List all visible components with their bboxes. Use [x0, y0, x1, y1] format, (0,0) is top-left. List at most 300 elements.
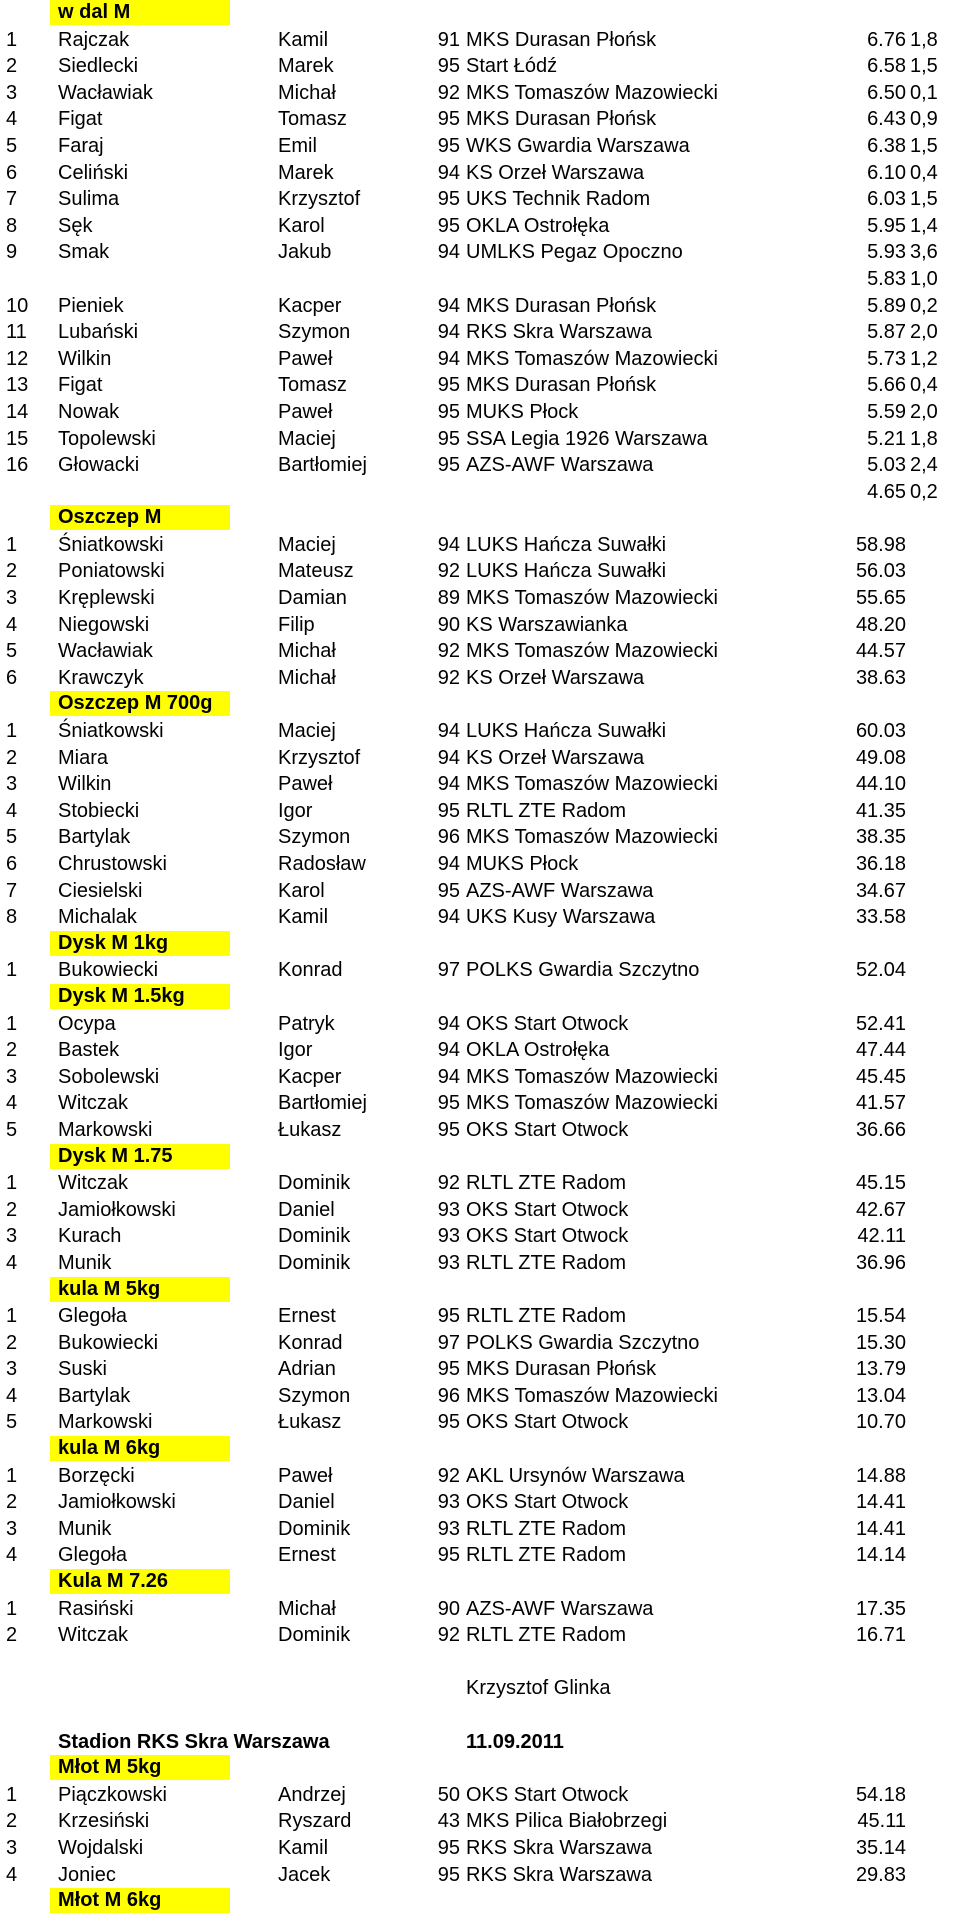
wind-cell: 1,0 — [910, 267, 938, 290]
event-title: kula M 6kg — [50, 1436, 230, 1461]
result-cell: 49.08 — [855, 746, 906, 769]
first-name-cell: Dominik — [278, 1517, 351, 1540]
result-cell: 13.79 — [855, 1358, 906, 1381]
place-cell: 5 — [6, 134, 18, 157]
first-name-cell: Kamil — [278, 1836, 329, 1859]
result-row — [0, 824, 960, 851]
club-cell: MKS Pilica Białobrzegi — [466, 1810, 668, 1833]
club-cell: LUKS Hańcza Suwałki — [466, 720, 667, 743]
last-name-cell: Smak — [58, 241, 110, 264]
club-cell: AZS-AWF Warszawa — [466, 1597, 654, 1620]
last-name-cell: Rajczak — [58, 28, 130, 51]
place-cell: 4 — [6, 1092, 18, 1115]
club-cell: POLKS Gwardia Szczytno — [466, 1331, 700, 1354]
club-cell: MKS Tomaszów Mazowiecki — [466, 587, 718, 610]
event-header-row — [0, 1888, 960, 1915]
club-cell: Start Łódź — [466, 55, 558, 78]
last-name-cell: Siedlecki — [58, 55, 139, 78]
first-name-cell: Szymon — [278, 321, 351, 344]
place-cell: 15 — [6, 427, 29, 450]
club-cell: MKS Durasan Płońsk — [466, 294, 657, 317]
wind-cell: 2,4 — [910, 454, 938, 477]
place-cell: 2 — [6, 746, 18, 769]
last-name-cell: Munik — [58, 1251, 112, 1274]
club-cell: MKS Tomaszów Mazowiecki — [466, 347, 718, 370]
result-cell: 54.18 — [855, 1783, 906, 1806]
place-cell: 1 — [6, 1783, 18, 1806]
club-cell: MKS Tomaszów Mazowiecki — [466, 1092, 718, 1115]
last-name-cell: Jamiołkowski — [58, 1491, 176, 1514]
result-cell: 5.59 — [867, 400, 906, 423]
result-cell: 16.71 — [855, 1624, 906, 1647]
club-cell: OKS Start Otwock — [466, 1225, 629, 1248]
club-cell: MKS Tomaszów Mazowiecki — [466, 1065, 718, 1088]
place-cell: 9 — [6, 241, 18, 264]
last-name-cell: Topolewski — [58, 427, 156, 450]
birth-year-cell: 93 — [437, 1198, 460, 1221]
result-cell: 14.41 — [855, 1517, 906, 1540]
first-name-cell: Paweł — [278, 400, 333, 423]
first-name-cell: Bartłomiej — [278, 454, 367, 477]
first-name-cell: Mateusz — [278, 560, 354, 583]
result-row — [0, 1596, 960, 1623]
first-name-cell: Krzysztof — [278, 746, 361, 769]
place-cell: 5 — [6, 1411, 18, 1434]
result-row — [0, 186, 960, 213]
club-cell: MUKS Płock — [466, 400, 579, 423]
last-name-cell: Bartylak — [58, 826, 131, 849]
result-row — [0, 612, 960, 639]
result-cell: 13.04 — [855, 1384, 906, 1407]
last-name-cell: Jamiołkowski — [58, 1198, 176, 1221]
event-header-row — [0, 984, 960, 1011]
club-cell: UMLKS Pegaz Opoczno — [466, 241, 683, 264]
result-cell: 45.45 — [855, 1065, 906, 1088]
club-cell: AZS-AWF Warszawa — [466, 454, 654, 477]
birth-year-cell: 95 — [437, 1544, 460, 1567]
result-row — [0, 532, 960, 559]
place-cell: 3 — [6, 1517, 18, 1540]
last-name-cell: Poniatowski — [58, 560, 165, 583]
place-cell: 7 — [6, 879, 18, 902]
birth-year-cell: 94 — [437, 1039, 460, 1062]
first-name-cell: Igor — [278, 799, 313, 822]
place-cell: 4 — [6, 1384, 18, 1407]
last-name-cell: Joniec — [58, 1863, 116, 1886]
first-name-cell: Radosław — [278, 853, 366, 875]
first-name-cell: Filip — [278, 613, 315, 636]
result-cell: 6.43 — [867, 108, 906, 131]
result-cell: 41.35 — [855, 799, 906, 822]
last-name-cell: Sulima — [58, 188, 120, 211]
last-name-cell: Figat — [58, 108, 103, 131]
last-name-cell: Niegowski — [58, 613, 150, 636]
club-cell: MKS Durasan Płońsk — [466, 108, 657, 131]
result-row — [0, 1409, 960, 1436]
last-name-cell: Glegoła — [58, 1544, 127, 1567]
first-name-cell: Karol — [278, 879, 325, 902]
event-header-row — [0, 1436, 960, 1463]
result-cell: 14.14 — [855, 1544, 906, 1567]
last-name-cell: Glegoła — [58, 1305, 127, 1328]
birth-year-cell: 95 — [437, 1863, 460, 1886]
event-title: Młot M 5kg — [50, 1755, 230, 1780]
place-cell: 4 — [6, 1544, 18, 1567]
result-cell: 42.67 — [855, 1198, 906, 1221]
last-name-cell: Śniatkowski — [58, 720, 164, 743]
wind-cell: 0,4 — [910, 161, 938, 184]
result-cell: 6.76 — [867, 28, 906, 51]
event-title: Dysk M 1.5kg — [50, 984, 230, 1009]
result-row — [0, 452, 960, 479]
place-cell: 5 — [6, 640, 18, 663]
club-cell: RLTL ZTE Radom — [466, 1172, 627, 1195]
club-cell: OKS Start Otwock — [466, 1411, 629, 1434]
place-cell: 3 — [6, 1065, 18, 1088]
birth-year-cell: 92 — [437, 560, 460, 583]
club-cell: OKS Start Otwock — [466, 1783, 629, 1806]
result-row — [0, 266, 960, 293]
result-row — [0, 133, 960, 160]
club-cell: MKS Tomaszów Mazowiecki — [466, 640, 718, 663]
event-title: Kula M 7.26 — [50, 1569, 230, 1594]
result-cell: 52.04 — [855, 959, 906, 982]
birth-year-cell: 94 — [437, 1065, 460, 1088]
first-name-cell: Jacek — [278, 1863, 331, 1886]
birth-year-cell: 94 — [437, 533, 460, 556]
result-row — [0, 585, 960, 612]
place-cell: 4 — [6, 1251, 18, 1274]
result-cell: 17.35 — [855, 1597, 906, 1620]
result-cell: 5.89 — [867, 294, 906, 317]
birth-year-cell: 94 — [437, 720, 460, 743]
result-cell: 6.38 — [867, 134, 906, 157]
place-cell: 8 — [6, 214, 18, 237]
last-name-cell: Witczak — [58, 1172, 128, 1195]
club-cell: OKS Start Otwock — [466, 1012, 629, 1035]
last-name-cell: Rasiński — [58, 1597, 134, 1620]
result-row — [0, 1542, 960, 1569]
place-cell: 1 — [6, 1464, 18, 1487]
last-name-cell: Miara — [58, 746, 109, 769]
result-cell: 38.63 — [855, 666, 906, 689]
result-row — [0, 798, 960, 825]
birth-year-cell: 94 — [437, 746, 460, 769]
birth-year-cell: 96 — [437, 826, 460, 849]
first-name-cell: Maciej — [278, 720, 336, 743]
result-row — [0, 27, 960, 54]
result-cell: 45.15 — [855, 1172, 906, 1195]
birth-year-cell: 94 — [437, 294, 460, 317]
birth-year-cell: 43 — [437, 1810, 460, 1833]
result-row — [0, 1303, 960, 1330]
birth-year-cell: 94 — [437, 853, 460, 875]
club-cell: MKS Tomaszów Mazowiecki — [466, 773, 718, 796]
wind-cell: 1,5 — [910, 188, 938, 211]
place-cell: 3 — [6, 587, 18, 610]
first-name-cell: Michał — [278, 640, 336, 663]
first-name-cell: Krzysztof — [278, 188, 361, 211]
club-cell: RLTL ZTE Radom — [466, 1517, 627, 1540]
result-row — [0, 160, 960, 187]
event-header-row — [0, 1277, 960, 1304]
first-name-cell: Igor — [278, 1039, 313, 1062]
club-cell: MKS Durasan Płońsk — [466, 28, 657, 51]
last-name-cell: Witczak — [58, 1624, 128, 1647]
result-row — [0, 1250, 960, 1277]
birth-year-cell: 94 — [437, 321, 460, 344]
signature-row — [0, 1675, 960, 1702]
last-name-cell: Bartylak — [58, 1384, 131, 1407]
place-cell: 7 — [6, 188, 18, 211]
club-cell: MKS Tomaszów Mazowiecki — [466, 826, 718, 849]
first-name-cell: Jakub — [278, 241, 332, 264]
result-cell: 58.98 — [855, 533, 906, 556]
wind-cell: 2,0 — [910, 321, 938, 344]
club-cell: RLTL ZTE Radom — [466, 1544, 627, 1567]
first-name-cell: Marek — [278, 55, 334, 78]
birth-year-cell: 94 — [437, 906, 460, 929]
result-row — [0, 638, 960, 665]
place-cell: 14 — [6, 400, 29, 423]
result-row — [0, 851, 960, 878]
last-name-cell: Pieniek — [58, 294, 124, 317]
place-cell: 4 — [6, 1863, 18, 1886]
result-row — [0, 1356, 960, 1383]
event-header-row — [0, 691, 960, 718]
place-cell: 1 — [6, 533, 18, 556]
place-cell: 1 — [6, 959, 18, 982]
birth-year-cell: 95 — [437, 188, 460, 211]
last-name-cell: Wilkin — [58, 347, 112, 370]
result-row — [0, 1808, 960, 1835]
place-cell: 5 — [6, 826, 18, 849]
birth-year-cell: 94 — [437, 241, 460, 264]
club-cell: RLTL ZTE Radom — [466, 1624, 627, 1647]
first-name-cell: Paweł — [278, 347, 333, 370]
event-title: Oszczep M 700g — [50, 691, 230, 716]
first-name-cell: Dominik — [278, 1172, 351, 1195]
last-name-cell: Głowacki — [58, 454, 140, 477]
birth-year-cell: 97 — [437, 1331, 460, 1354]
result-row — [0, 1516, 960, 1543]
wind-cell: 0,2 — [910, 480, 938, 503]
result-cell: 56.03 — [855, 560, 906, 583]
birth-year-cell: 93 — [437, 1225, 460, 1248]
first-name-cell: Andrzej — [278, 1783, 346, 1806]
place-cell: 6 — [6, 161, 18, 184]
result-row — [0, 1197, 960, 1224]
last-name-cell: Ciesielski — [58, 879, 143, 902]
club-cell: OKS Start Otwock — [466, 1491, 629, 1514]
last-name-cell: Sobolewski — [58, 1065, 160, 1088]
wind-cell: 2,0 — [910, 400, 938, 423]
event-header-row — [0, 505, 960, 532]
wind-cell: 1,4 — [910, 214, 938, 237]
result-row — [0, 1170, 960, 1197]
birth-year-cell: 91 — [437, 28, 460, 51]
last-name-cell: Krawczyk — [58, 666, 144, 689]
first-name-cell: Kamil — [278, 28, 329, 51]
last-name-cell: Markowski — [58, 1411, 153, 1434]
club-cell: LUKS Hańcza Suwałki — [466, 560, 667, 583]
first-name-cell: Ernest — [278, 1544, 336, 1567]
club-cell: MKS Tomaszów Mazowiecki — [466, 81, 718, 104]
result-row — [0, 1037, 960, 1064]
birth-year-cell: 92 — [437, 666, 460, 689]
first-name-cell: Emil — [278, 134, 317, 157]
place-cell: 16 — [6, 454, 29, 477]
first-name-cell: Łukasz — [278, 1411, 342, 1434]
birth-year-cell: 95 — [437, 454, 460, 477]
result-cell: 29.83 — [855, 1863, 906, 1886]
place-cell: 13 — [6, 374, 29, 397]
result-cell: 36.66 — [855, 1118, 906, 1141]
result-cell: 15.30 — [855, 1331, 906, 1354]
club-cell: KS Orzeł Warszawa — [466, 746, 645, 769]
first-name-cell: Dominik — [278, 1251, 351, 1274]
birth-year-cell: 96 — [437, 1384, 460, 1407]
first-name-cell: Daniel — [278, 1198, 335, 1221]
birth-year-cell: 94 — [437, 1012, 460, 1035]
result-row — [0, 1064, 960, 1091]
wind-cell: 1,5 — [910, 55, 938, 78]
result-row — [0, 878, 960, 905]
last-name-cell: Chrustowski — [58, 853, 167, 875]
result-cell: 44.57 — [855, 640, 906, 663]
birth-year-cell: 95 — [437, 400, 460, 423]
first-name-cell: Szymon — [278, 826, 351, 849]
birth-year-cell: 95 — [437, 55, 460, 78]
result-cell: 42.11 — [857, 1225, 906, 1248]
result-cell: 55.65 — [855, 587, 906, 610]
last-name-cell: Nowak — [58, 400, 120, 423]
first-name-cell: Adrian — [278, 1358, 336, 1381]
club-cell: WKS Gwardia Warszawa — [466, 134, 690, 157]
first-name-cell: Kacper — [278, 1065, 342, 1088]
spacer-row — [0, 1702, 960, 1729]
first-name-cell: Marek — [278, 161, 334, 184]
last-name-cell: Stobiecki — [58, 799, 140, 822]
spacer-row — [0, 1649, 960, 1676]
first-name-cell: Kacper — [278, 294, 342, 317]
birth-year-cell: 94 — [437, 347, 460, 370]
event-date: 11.09.2011 — [466, 1730, 564, 1753]
club-cell: OKS Start Otwock — [466, 1198, 629, 1221]
birth-year-cell: 95 — [437, 799, 460, 822]
event-title: Młot M 6kg — [50, 1888, 230, 1913]
result-row — [0, 1223, 960, 1250]
result-cell: 6.50 — [867, 81, 906, 104]
first-name-cell: Paweł — [278, 773, 333, 796]
result-cell: 10.70 — [855, 1411, 906, 1434]
result-cell: 38.35 — [855, 826, 906, 849]
last-name-cell: Śniatkowski — [58, 533, 164, 556]
place-cell: 1 — [6, 1172, 18, 1195]
last-name-cell: Wojdalski — [58, 1836, 144, 1859]
last-name-cell: Wilkin — [58, 773, 112, 796]
first-name-cell: Karol — [278, 214, 325, 237]
birth-year-cell: 93 — [437, 1251, 460, 1274]
first-name-cell: Konrad — [278, 1331, 343, 1354]
result-cell: 5.66 — [867, 374, 906, 397]
result-row — [0, 1622, 960, 1649]
place-cell: 3 — [6, 81, 18, 104]
birth-year-cell: 95 — [437, 214, 460, 237]
last-name-cell: Borzęcki — [58, 1464, 135, 1487]
birth-year-cell: 92 — [437, 1172, 460, 1195]
result-row — [0, 957, 960, 984]
result-row — [0, 1117, 960, 1144]
last-name-cell: Piączkowski — [58, 1783, 167, 1806]
result-cell: 5.87 — [867, 321, 906, 344]
result-row — [0, 1090, 960, 1117]
result-row — [0, 1011, 960, 1038]
place-cell: 4 — [6, 613, 18, 636]
first-name-cell: Szymon — [278, 1384, 351, 1407]
last-name-cell: Suski — [58, 1358, 107, 1381]
result-cell: 14.41 — [855, 1491, 906, 1514]
place-cell: 1 — [6, 28, 18, 51]
club-cell: POLKS Gwardia Szczytno — [466, 959, 700, 982]
birth-year-cell: 93 — [437, 1517, 460, 1540]
event-title: Dysk M 1.75 — [50, 1144, 230, 1169]
club-cell: RKS Skra Warszawa — [466, 1836, 652, 1859]
first-name-cell: Michał — [278, 666, 336, 689]
wind-cell: 0,2 — [910, 294, 938, 317]
result-row — [0, 771, 960, 798]
result-row — [0, 293, 960, 320]
first-name-cell: Ernest — [278, 1305, 336, 1328]
birth-year-cell: 92 — [437, 81, 460, 104]
last-name-cell: Markowski — [58, 1118, 153, 1141]
place-cell: 2 — [6, 1039, 18, 1062]
result-row — [0, 1383, 960, 1410]
club-cell: RKS Skra Warszawa — [466, 321, 652, 344]
result-row — [0, 1330, 960, 1357]
club-cell: UKS Technik Radom — [466, 188, 651, 211]
last-name-cell: Faraj — [58, 134, 104, 157]
result-cell: 36.96 — [855, 1251, 906, 1274]
birth-year-cell: 92 — [437, 640, 460, 663]
wind-cell: 1,2 — [910, 347, 938, 370]
birth-year-cell: 95 — [437, 1118, 460, 1141]
wind-cell: 1,8 — [910, 28, 938, 51]
first-name-cell: Maciej — [278, 427, 336, 450]
club-cell: KS Orzeł Warszawa — [466, 161, 645, 184]
place-cell: 3 — [6, 773, 18, 796]
result-row — [0, 372, 960, 399]
birth-year-cell: 95 — [437, 1411, 460, 1434]
result-row — [0, 1835, 960, 1862]
first-name-cell: Tomasz — [278, 374, 347, 397]
birth-year-cell: 95 — [437, 1092, 460, 1115]
place-cell: 5 — [6, 1118, 18, 1141]
result-cell: 52.41 — [855, 1012, 906, 1035]
club-cell: MKS Durasan Płońsk — [466, 1358, 657, 1381]
last-name-cell: Lubański — [58, 321, 139, 344]
result-row — [0, 80, 960, 107]
club-cell: AZS-AWF Warszawa — [466, 879, 654, 902]
wind-cell: 0,1 — [910, 81, 938, 104]
club-cell: RLTL ZTE Radom — [466, 799, 627, 822]
first-name-cell: Maciej — [278, 533, 336, 556]
club-cell: KS Warszawianka — [466, 613, 628, 636]
last-name-cell: Bukowiecki — [58, 959, 159, 982]
club-cell: RLTL ZTE Radom — [466, 1305, 627, 1328]
birth-year-cell: 90 — [437, 1597, 460, 1620]
first-name-cell: Łukasz — [278, 1118, 342, 1141]
